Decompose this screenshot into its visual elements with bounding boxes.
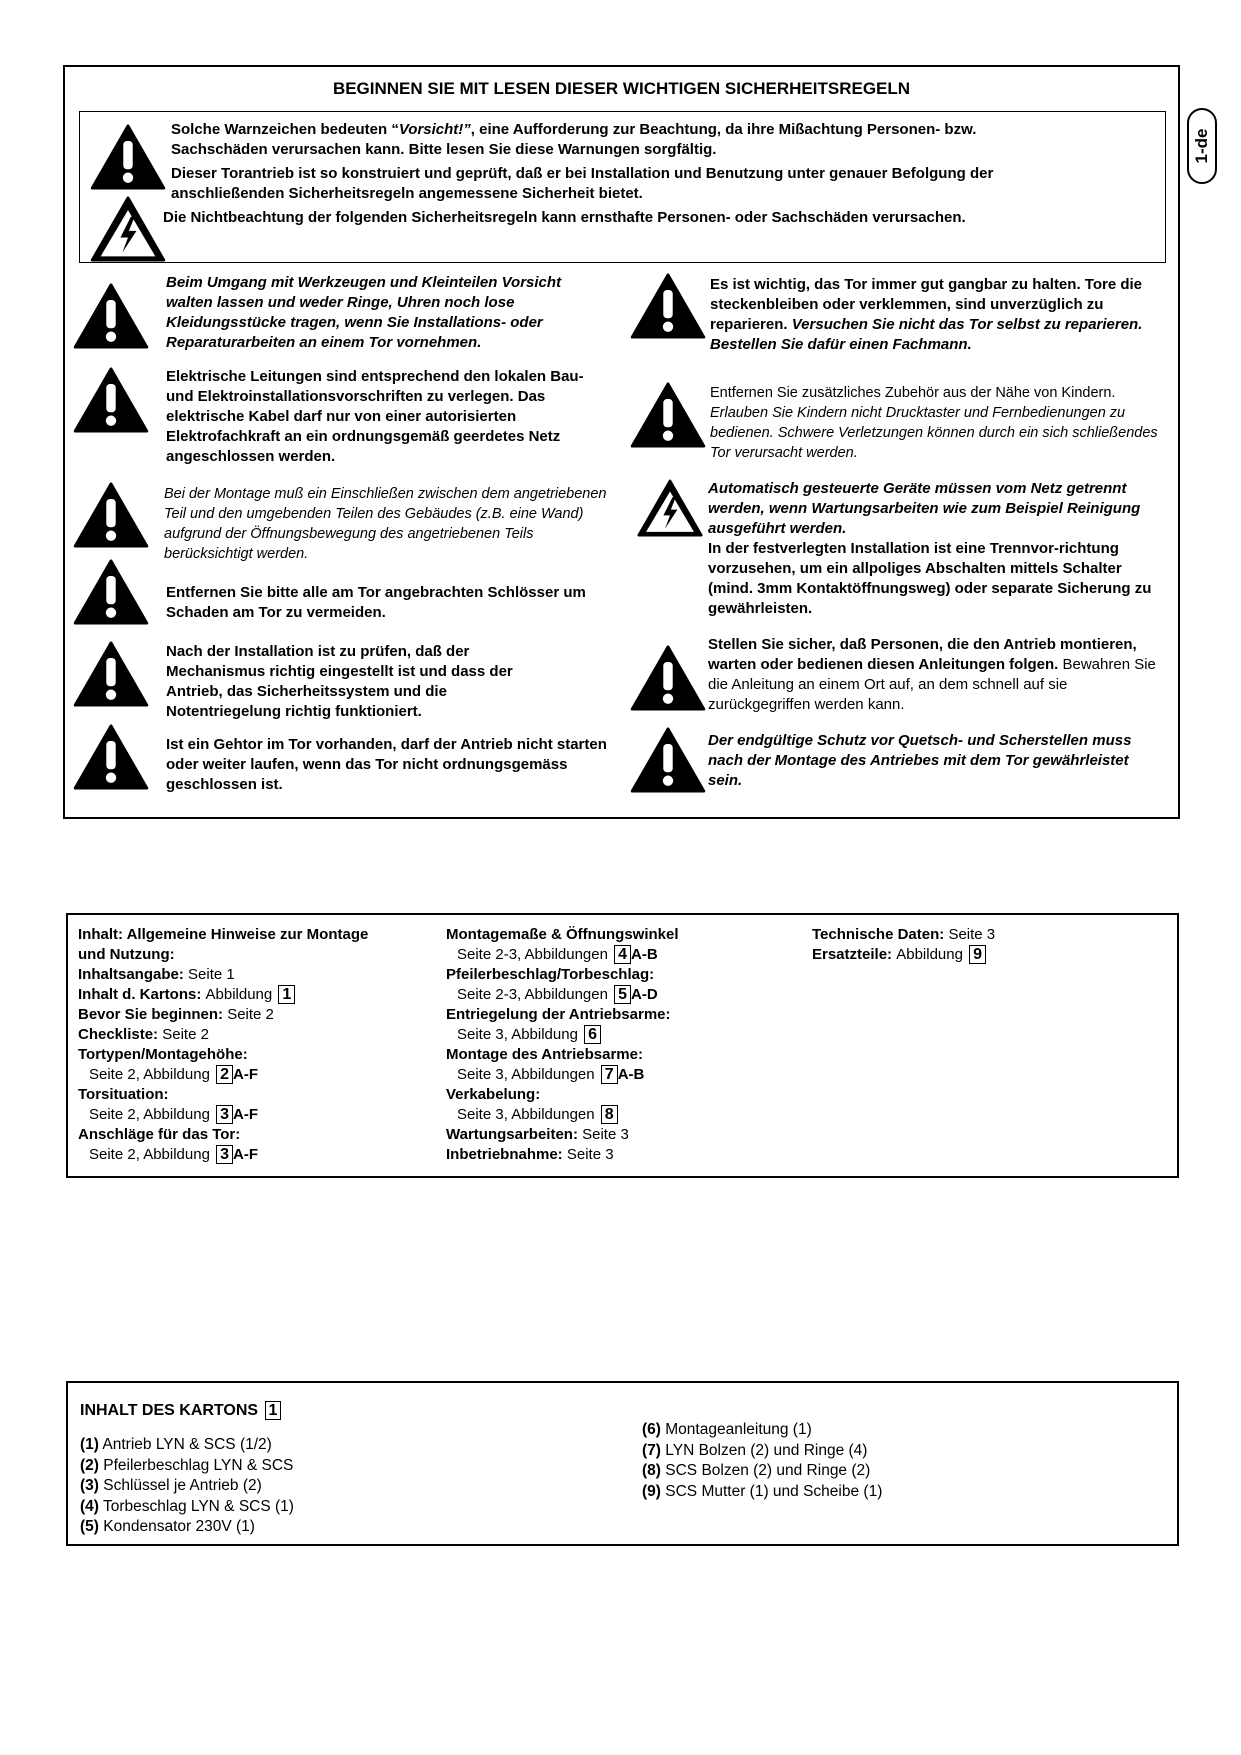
intro-line-4: anschließenden Sicherheitsregeln angemessene Sicherheit bietet. [171,185,643,202]
warning-exclamation-icon [73,283,149,349]
toc-column-2 [446,925,786,1165]
warning-locks-text: Entfernen Sie bitte alle am Tor angebrachten Schlösser um Schaden am Tor zu vermeiden. [166,584,586,621]
carton-contents-box [66,1381,1179,1546]
toc-column-3 [812,925,1152,965]
warning-exclamation-icon [630,273,706,339]
list-item: (4) Torbeschlag LYN & SCS (1) [80,1497,294,1515]
warning-check-text: Nach der Installation ist zu prüfen, daß der Mechanismus richtig eingestellt ist und dass der Antrieb, das Sicherheitssystem und die Notentriegelung richtig funktioniert. [166,643,513,720]
safety-intro-box [79,111,1166,263]
electrical-hazard-icon [637,479,703,537]
toc-entry-label: Torsituation: [78,1086,169,1103]
intro-line-1: Solche Warnzeichen bedeuten “Vorsicht!”, eine Aufforderung zur Beachtung, da ihre Mißachtung Personen- bzw. [171,121,977,138]
warning-disconnect-text: Automatisch gesteuerte Geräte müssen vom Netz getrennt werden, wenn Wartungsarbeiten wie zum Beispiel Reinigung ausgeführt werden. In der festverlegten Installation ist eine Trennvor-richtung vorzusehen, um ein allpoliges Abschalten mittels Schalter (mind. 3mm Kontaktöffnungsweg) oder separate Sicherung zu gewährleisten. [708,480,1152,617]
list-item: (5) Kondensator 230V (1) [80,1518,255,1535]
toc-entry-label: Tortypen/Montagehöhe: [78,1046,248,1063]
toc-entry: Seite 3, Abbildungen 8 [446,1105,786,1125]
toc-column-1 [78,925,428,1165]
toc-entry-label: Pfeilerbeschlag/Torbeschlag: [446,966,655,983]
intro-line-5: Die Nichtbeachtung der folgenden Sicherheitsregeln kann ernsthafte Personen- oder Sachschäden verursachen. [163,209,966,226]
toc-entry-label: Verkabelung: [446,1086,541,1103]
warning-exclamation-icon [73,641,149,707]
toc-entry-label: Anschläge für das Tor: [78,1126,241,1143]
toc-heading-cont: und Nutzung: [78,946,175,963]
list-item: (9) SCS Mutter (1) und Scheibe (1) [642,1482,883,1500]
list-item: (2) Pfeilerbeschlag LYN & SCS [80,1456,294,1474]
toc-entry-label: Montage des Antriebsarme: [446,1046,643,1063]
electrical-hazard-icon [90,196,166,262]
warning-exclamation-icon [90,124,166,190]
toc-entry: Seite 2-3, Abbildungen 5 A-D [457,986,658,1003]
toc-entry: Checkliste: Seite 2 [78,1026,209,1043]
list-item: (3) Schlüssel je Antrieb (2) [80,1477,262,1494]
toc-entry: Seite 3, Abbildungen 7 A-B [457,1066,645,1083]
toc-entry: Wartungsarbeiten: Seite 3 [446,1126,629,1143]
warning-exclamation-icon [630,645,706,711]
list-item: (7) LYN Bolzen (2) und Ringe (4) [642,1441,868,1459]
carton-list-left [80,1435,294,1538]
warning-instructions-text: Stellen Sie sicher, daß Personen, die den Antrieb montieren, warten oder bedienen diesen Anleitungen folgen. Bewahren Sie die Anleitung an einem Ort auf, an dem schnell auf sie zurückgegriffen werden kann. [708,636,1156,713]
toc-entry: Inbetriebnahme: Seite 3 [446,1146,614,1163]
toc-entry: Ersatzteile: Abbildung 9 [812,945,1152,965]
toc-heading: Inhalt: Allgemeine Hinweise zur Montage [78,926,369,943]
page-number-label: 1-de [1192,128,1211,164]
warning-exclamation-icon [73,367,149,433]
toc-entry: Seite 2-3, Abbildungen 4 A-B [457,946,658,963]
safety-title: BEGINNEN SIE MIT LESEN DIESER WICHTIGEN SICHERHEITSREGELN [332,79,911,98]
list-item: (1) Antrieb LYN & SCS (1/2) [80,1436,272,1453]
warning-exclamation-icon [73,482,149,548]
warning-crush-points-text: Der endgültige Schutz vor Quetsch- und Scherstellen muss nach der Montage des Antriebes mit dem Tor gewährleistet sein. [708,732,1132,789]
warning-exclamation-icon [630,382,706,448]
toc-entry: Inhaltsangabe: Seite 1 [78,966,235,983]
intro-line-2: Sachschäden verursachen kann. Bitte lesen Sie diese Warnungen sorgfältig. [171,141,717,158]
toc-entry: Seite 2, Abbildung 2 A-F [89,1066,259,1083]
page-number-tab [1187,108,1217,184]
warning-exclamation-icon [73,559,149,625]
toc-entry-label: Montagemaße & Öffnungswinkel [446,926,679,943]
toc-entry: Seite 2, Abbildung 3 A-F [89,1106,259,1123]
toc-entry: Technische Daten: Seite 3 [812,926,996,943]
warning-wicket-door-text: Ist ein Gehtor im Tor vorhanden, darf der Antrieb nicht starten oder weiter laufen, wenn das Tor nicht ordnungsgemäss geschlossen ist. [166,736,607,793]
list-item: (8) SCS Bolzen (2) und Ringe (2) [642,1462,871,1479]
warning-children-text: Entfernen Sie zusätzliches Zubehör aus der Nähe von Kindern. Erlauben Sie Kindern nicht Drucktaster und Fernbedienungen zu bedienen. Schwere Verletzungen können durch ein sich schließendes Tor verursacht werden. [710,385,1158,461]
table-of-contents [66,913,1179,1178]
carton-list-right [642,1420,882,1502]
warning-maintenance-text: Es ist wichtig, das Tor immer gut gangbar zu halten. Tore die steckenbleiben oder verklemmen, sind unverzüglich zu reparieren. Versuchen Sie nicht das Tor selbst zu reparieren. Bestellen Sie dafür einen Fachmann. [710,276,1143,353]
toc-entry: Inhalt d. Kartons: Abbildung 1 [78,985,428,1005]
warning-exclamation-icon [630,727,706,793]
warning-exclamation-icon [73,724,149,790]
toc-entry: Seite 2, Abbildung 3 A-F [89,1146,259,1163]
list-item: (6) Montageanleitung (1) [642,1421,812,1438]
safety-rules-box [63,65,1180,819]
toc-entry-label: Entriegelung der Antriebsarme: [446,1006,671,1023]
toc-entry: Bevor Sie beginnen: Seite 2 [78,1006,274,1023]
warning-tools-text: Beim Umgang mit Werkzeugen und Kleinteilen Vorsicht walten lassen und weder Ringe, Uhren noch lose Kleidungsstücke tragen, wenn Sie Installations- oder Reparaturarbeiten an einem Tor vornehmen. [166,274,562,351]
intro-line-3: Dieser Torantrieb ist so konstruiert und geprüft, daß er bei Installation und Benutzung unter genauer Befolgung der [171,165,994,182]
warning-pinch-text: Bei der Montage muß ein Einschließen zwischen dem angetriebenen Teil und den umgebenden Teilen des Gebäudes (z.B. eine Wand) aufgrund der Öffnungsbewegung des angetriebenen Teils berücksichtigt werden. [164,486,607,562]
toc-entry: Seite 3, Abbildung 6 [446,1025,786,1045]
warning-electrical-text: Elektrische Leitungen sind entsprechend den lokalen Bau- und Elektroinstallationsvorschriften zu verlegen. Das elektrische Kabel darf nur von einer autorisierten Elektrofachkraft an ein ordnungsgemäß geerdetes Netz angeschlossen werden. [166,368,584,465]
carton-title: INHALT DES KARTONS 1 [80,1401,281,1420]
